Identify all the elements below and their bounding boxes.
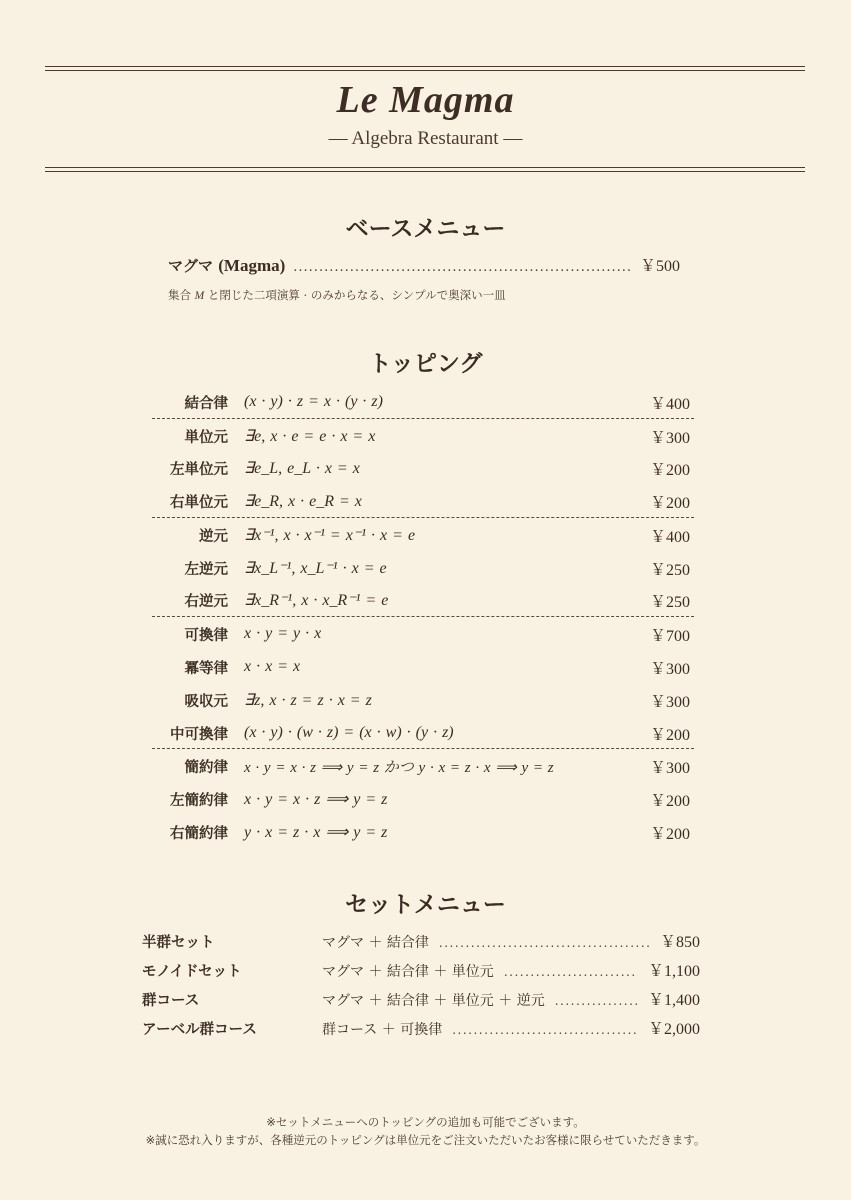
topping-row bbox=[152, 816, 690, 848]
set-name: 半群セット bbox=[142, 935, 215, 951]
header-rule-bottom-1 bbox=[45, 167, 805, 168]
topping-formula: x · y = x · z ⟹ y = z かつ y · x = z · x ⟹ y = z bbox=[244, 759, 554, 776]
base-menu-item bbox=[168, 253, 680, 276]
topping-name: 吸収元 bbox=[184, 693, 228, 710]
group-divider bbox=[152, 517, 694, 518]
footnote-toppings-on-sets: ※セットメニューへのトッピングの追加も可能でございます。 bbox=[266, 1115, 585, 1129]
group-divider bbox=[152, 616, 694, 617]
topping-row bbox=[152, 519, 690, 551]
topping-row bbox=[152, 386, 690, 418]
header-rule-bottom-2 bbox=[45, 171, 805, 172]
set-menu-row bbox=[142, 929, 700, 955]
topping-row bbox=[152, 584, 690, 616]
topping-row bbox=[152, 684, 690, 716]
topping-price: ￥300 bbox=[649, 693, 690, 711]
header-rule-top-2 bbox=[45, 70, 805, 71]
topping-row bbox=[152, 618, 690, 650]
topping-name: 単位元 bbox=[184, 429, 228, 446]
set-menu-heading: セットメニュー bbox=[345, 892, 506, 918]
topping-row bbox=[152, 783, 690, 815]
topping-row bbox=[152, 552, 690, 584]
set-name: 群コース bbox=[142, 993, 200, 1009]
topping-row bbox=[152, 750, 690, 782]
topping-price: ￥300 bbox=[649, 429, 690, 447]
base-item-price: ￥500 bbox=[639, 258, 680, 275]
set-contents: マグマ ＋ 結合律 ＋ 単位元 bbox=[322, 964, 494, 980]
topping-row bbox=[152, 420, 690, 452]
set-menu-row bbox=[142, 1016, 700, 1042]
topping-price: ￥200 bbox=[649, 461, 690, 479]
topping-formula: x · y = x · z ⟹ y = z bbox=[244, 791, 388, 808]
topping-formula: x · y = y · x bbox=[244, 625, 322, 642]
topping-formula: ∃e_R, x · e_R = x bbox=[244, 493, 362, 510]
group-divider bbox=[152, 418, 694, 419]
footnote-inverse-restriction: ※誠に恐れ入りますが、各種逆元のトッピングは単位元をご注文いただいたお客様に限らせていただきます。 bbox=[145, 1133, 706, 1147]
topping-row bbox=[152, 651, 690, 683]
topping-formula: ∃e_L, e_L · x = x bbox=[244, 460, 360, 477]
topping-formula: x · x = x bbox=[244, 658, 301, 675]
set-contents: マグマ ＋ 結合律 ＋ 単位元 ＋ 逆元 bbox=[322, 993, 545, 1009]
dot-leader bbox=[439, 936, 650, 950]
set-price: ￥850 bbox=[659, 934, 700, 951]
base-item-name-latin: (Magma) bbox=[218, 256, 286, 275]
topping-name: 冪等律 bbox=[184, 660, 228, 677]
topping-price: ￥200 bbox=[649, 726, 690, 744]
topping-row bbox=[152, 452, 690, 484]
topping-row bbox=[152, 485, 690, 517]
topping-name: 左逆元 bbox=[184, 561, 228, 578]
base-item-description: 集合 M と閉じた二項演算 · のみからなる、シンプルで奥深い一皿 bbox=[168, 288, 506, 302]
base-menu-heading: ベースメニュー bbox=[345, 216, 506, 242]
dot-leader bbox=[452, 1023, 638, 1037]
topping-formula: ∃x⁻¹, x · x⁻¹ = x⁻¹ · x = e bbox=[244, 527, 416, 544]
topping-price: ￥400 bbox=[649, 528, 690, 546]
topping-price: ￥200 bbox=[649, 825, 690, 843]
set-price: ￥1,100 bbox=[647, 963, 700, 980]
set-menu-row bbox=[142, 958, 700, 984]
topping-name: 可換律 bbox=[184, 627, 228, 644]
base-item-name: マグマ (Magma) bbox=[168, 256, 286, 275]
topping-name: 左単位元 bbox=[170, 461, 228, 478]
topping-price: ￥250 bbox=[649, 561, 690, 579]
topping-price: ￥300 bbox=[649, 759, 690, 777]
topping-name: 結合律 bbox=[184, 395, 228, 412]
topping-name: 右簡約律 bbox=[170, 825, 228, 842]
topping-price: ￥200 bbox=[649, 792, 690, 810]
topping-price: ￥400 bbox=[649, 395, 690, 413]
topping-row bbox=[152, 717, 690, 749]
set-name: モノイドセット bbox=[142, 964, 242, 980]
topping-price: ￥250 bbox=[649, 593, 690, 611]
topping-name: 中可換律 bbox=[170, 726, 228, 743]
topping-formula: (x · y) · z = x · (y · z) bbox=[244, 393, 383, 410]
topping-formula: ∃x_R⁻¹, x · x_R⁻¹ = e bbox=[244, 592, 389, 609]
set-name: アーベル群コース bbox=[142, 1022, 257, 1038]
set-menu-row bbox=[142, 987, 700, 1013]
dot-leader bbox=[293, 260, 632, 275]
topping-formula: ∃e, x · e = e · x = x bbox=[244, 428, 376, 445]
topping-name: 簡約律 bbox=[184, 759, 228, 776]
topping-price: ￥200 bbox=[649, 494, 690, 512]
set-contents: 群コース ＋ 可換律 bbox=[322, 1022, 443, 1038]
topping-name: 逆元 bbox=[199, 528, 228, 545]
restaurant-subtitle: — Algebra Restaurant — bbox=[328, 128, 523, 149]
dot-leader bbox=[504, 965, 638, 979]
topping-name: 右逆元 bbox=[184, 593, 228, 610]
topping-name: 左簡約律 bbox=[170, 792, 228, 809]
topping-name: 右単位元 bbox=[170, 494, 228, 511]
topping-formula: y · x = z · x ⟹ y = z bbox=[244, 824, 388, 841]
restaurant-title: Le Magma bbox=[336, 79, 515, 121]
set-price: ￥1,400 bbox=[647, 992, 700, 1009]
topping-formula: ∃z, x · z = z · x = z bbox=[244, 692, 372, 709]
set-variable: M bbox=[194, 290, 205, 302]
group-divider bbox=[152, 748, 694, 749]
topping-price: ￥300 bbox=[649, 660, 690, 678]
dot-leader bbox=[555, 994, 638, 1008]
set-price: ￥2,000 bbox=[647, 1021, 700, 1038]
topping-price: ￥700 bbox=[649, 627, 690, 645]
topping-formula: (x · y) · (w · z) = (x · w) · (y · z) bbox=[244, 724, 454, 741]
toppings-heading: トッピング bbox=[368, 351, 483, 377]
header-rule-top-1 bbox=[45, 66, 805, 67]
set-contents: マグマ ＋ 結合律 bbox=[322, 935, 429, 951]
topping-formula: ∃x_L⁻¹, x_L⁻¹ · x = e bbox=[244, 560, 387, 577]
